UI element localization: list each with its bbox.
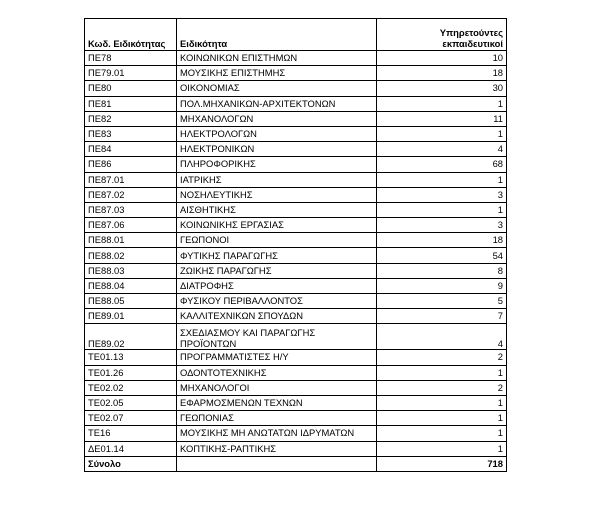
- specialty-cell: ΔΙΑΤΡΟΦΗΣ: [177, 278, 377, 293]
- count-cell: 7: [377, 309, 507, 324]
- specialty-cell: ΠΟΛ.ΜΗΧΑΝΙΚΩΝ-ΑΡΧΙΤΕΚΤΟΝΩΝ: [177, 96, 377, 111]
- code-cell: ΤΕ02.07: [85, 411, 177, 426]
- count-cell: 1: [377, 172, 507, 187]
- code-cell: ΠΕ82: [85, 111, 177, 126]
- code-cell: ΠΕ88.01: [85, 233, 177, 248]
- count-cell: 5: [377, 294, 507, 309]
- table-body: [85, 51, 507, 457]
- code-cell: ΠΕ87.01: [85, 172, 177, 187]
- table-row: [85, 294, 507, 309]
- code-cell: ΠΕ89.02: [85, 324, 177, 350]
- code-cell: ΠΕ87.03: [85, 202, 177, 217]
- count-cell: 30: [377, 81, 507, 96]
- specialty-cell: ΟΙΚΟΝΟΜΙΑΣ: [177, 81, 377, 96]
- specialty-cell: ΚΟΙΝΩΝΙΚΗΣ ΕΡΓΑΣΙΑΣ: [177, 218, 377, 233]
- header-teachers-line2: εκπαιδευτικοί: [442, 38, 503, 49]
- table-row: [85, 365, 507, 380]
- header-teachers: [377, 19, 507, 51]
- count-cell: 1: [377, 126, 507, 141]
- specialty-cell: ΦΥΤΙΚΗΣ ΠΑΡΑΓΩΓΗΣ: [177, 248, 377, 263]
- total-label: Σύνολο: [85, 456, 177, 471]
- table-row: [85, 350, 507, 365]
- total-empty-cell: [177, 456, 377, 471]
- specialty-cell: ΠΛΗΡΟΦΟΡΙΚΗΣ: [177, 157, 377, 172]
- specialty-cell: ΜΗΧΑΝΟΛΟΓΟΙ: [177, 380, 377, 395]
- count-cell: 11: [377, 111, 507, 126]
- table-row: [85, 278, 507, 293]
- code-cell: ΠΕ78: [85, 51, 177, 66]
- specialty-cell: ΙΑΤΡΙΚΗΣ: [177, 172, 377, 187]
- specialty-line1: ΣΧΕΔΙΑΣΜΟΥ ΚΑΙ ΠΑΡΑΓΩΓΗΣ: [180, 327, 316, 339]
- table-row: [85, 426, 507, 441]
- code-cell: ΠΕ87.02: [85, 187, 177, 202]
- specialty-cell: ΕΦΑΡΜΟΣΜΕΝΩΝ ΤΕΧΝΩΝ: [177, 395, 377, 410]
- code-cell: ΠΕ88.03: [85, 263, 177, 278]
- table-row: [85, 233, 507, 248]
- table-header-row: [85, 19, 507, 51]
- code-cell: ΤΕ02.05: [85, 395, 177, 410]
- count-cell: 1: [377, 426, 507, 441]
- count-cell: 1: [377, 395, 507, 410]
- code-cell: ΠΕ87.06: [85, 218, 177, 233]
- count-cell: 8: [377, 263, 507, 278]
- total-row: [85, 456, 507, 471]
- code-cell: ΠΕ88.05: [85, 294, 177, 309]
- code-cell: ΤΕ02.02: [85, 380, 177, 395]
- specialty-cell: ΚΟΠΤΙΚΗΣ-ΡΑΠΤΙΚΗΣ: [177, 441, 377, 456]
- specialty-cell: ΦΥΣΙΚΟΥ ΠΕΡΙΒΑΛΛΟΝΤΟΣ: [177, 294, 377, 309]
- table-row: [85, 111, 507, 126]
- specialty-cell: ΜΗΧΑΝΟΛΟΓΩΝ: [177, 111, 377, 126]
- code-cell: ΠΕ84: [85, 142, 177, 157]
- code-cell: ΠΕ80: [85, 81, 177, 96]
- table-row: [85, 441, 507, 456]
- count-cell: 4: [377, 324, 507, 350]
- specialty-line2: ΠΡΟΪΟΝΤΩΝ: [180, 338, 237, 350]
- table-row: [85, 172, 507, 187]
- header-specialty: Ειδικότητα: [177, 19, 377, 51]
- specialty-cell: ΗΛΕΚΤΡΟΛΟΓΩΝ: [177, 126, 377, 141]
- code-cell: ΠΕ86: [85, 157, 177, 172]
- specialty-cell: ΓΕΩΠΟΝΙΑΣ: [177, 411, 377, 426]
- specialty-cell: [177, 324, 377, 350]
- table-row: [85, 263, 507, 278]
- count-cell: 1: [377, 365, 507, 380]
- table-row: [85, 142, 507, 157]
- specialty-cell: ΖΩΙΚΗΣ ΠΑΡΑΓΩΓΗΣ: [177, 263, 377, 278]
- count-cell: 10: [377, 51, 507, 66]
- code-cell: ΠΕ79.01: [85, 66, 177, 81]
- table-row: [85, 157, 507, 172]
- table-row: [85, 51, 507, 66]
- code-cell: ΤΕ01.26: [85, 365, 177, 380]
- teachers-by-specialty-table: [84, 18, 507, 472]
- specialty-cell: ΠΡΟΓΡΑΜΜΑΤΙΣΤΕΣ Η/Υ: [177, 350, 377, 365]
- specialty-cell: ΜΟΥΣΙΚΗΣ ΜΗ ΑΝΩΤΑΤΩΝ ΙΔΡΥΜΑΤΩΝ: [177, 426, 377, 441]
- count-cell: 18: [377, 66, 507, 81]
- count-cell: 1: [377, 441, 507, 456]
- code-cell: ΠΕ88.02: [85, 248, 177, 263]
- table-row: [85, 126, 507, 141]
- code-cell: ΤΕ01.13: [85, 350, 177, 365]
- specialty-cell: ΝΟΣΗΛΕΥΤΙΚΗΣ: [177, 187, 377, 202]
- table-row: [85, 248, 507, 263]
- header-code: Κωδ. Ειδικότητας: [85, 19, 177, 51]
- specialty-cell: ΜΟΥΣΙΚΗΣ ΕΠΙΣΤΗΜΗΣ: [177, 66, 377, 81]
- table-row: [85, 187, 507, 202]
- table-row: [85, 380, 507, 395]
- count-cell: 9: [377, 278, 507, 293]
- specialty-cell: ΟΔΟΝΤΟΤΕΧΝΙΚΗΣ: [177, 365, 377, 380]
- table-row: [85, 411, 507, 426]
- specialty-cell: ΑΙΣΘΗΤΙΚΗΣ: [177, 202, 377, 217]
- count-cell: 1: [377, 202, 507, 217]
- specialty-cell: ΗΛΕΚΤΡΟΝΙΚΩΝ: [177, 142, 377, 157]
- code-cell: ΠΕ83: [85, 126, 177, 141]
- specialty-cell: ΚΑΛΛΙΤΕΧΝΙΚΩΝ ΣΠΟΥΔΩΝ: [177, 309, 377, 324]
- table-row: [85, 202, 507, 217]
- specialty-cell: ΚΟΙΝΩΝΙΚΩΝ ΕΠΙΣΤΗΜΩΝ: [177, 51, 377, 66]
- table-row: [85, 395, 507, 410]
- count-cell: 3: [377, 218, 507, 233]
- count-cell: 4: [377, 142, 507, 157]
- code-cell: ΠΕ81: [85, 96, 177, 111]
- code-cell: ΠΕ88.04: [85, 278, 177, 293]
- count-cell: 18: [377, 233, 507, 248]
- table-row: [85, 309, 507, 324]
- code-cell: ΠΕ89.01: [85, 309, 177, 324]
- code-cell: ΤΕ16: [85, 426, 177, 441]
- count-cell: 1: [377, 411, 507, 426]
- specialty-cell: ΓΕΩΠΟΝΟΙ: [177, 233, 377, 248]
- count-cell: 1: [377, 96, 507, 111]
- count-cell: 2: [377, 350, 507, 365]
- code-cell: ΔΕ01.14: [85, 441, 177, 456]
- table-row: [85, 66, 507, 81]
- count-cell: 68: [377, 157, 507, 172]
- count-cell: 3: [377, 187, 507, 202]
- table-row: [85, 218, 507, 233]
- count-cell: 2: [377, 380, 507, 395]
- table-row: [85, 324, 507, 350]
- total-value: 718: [377, 456, 507, 471]
- count-cell: 54: [377, 248, 507, 263]
- table-row: [85, 96, 507, 111]
- header-teachers-line1: Υπηρετούντες: [439, 27, 503, 38]
- table-row: [85, 81, 507, 96]
